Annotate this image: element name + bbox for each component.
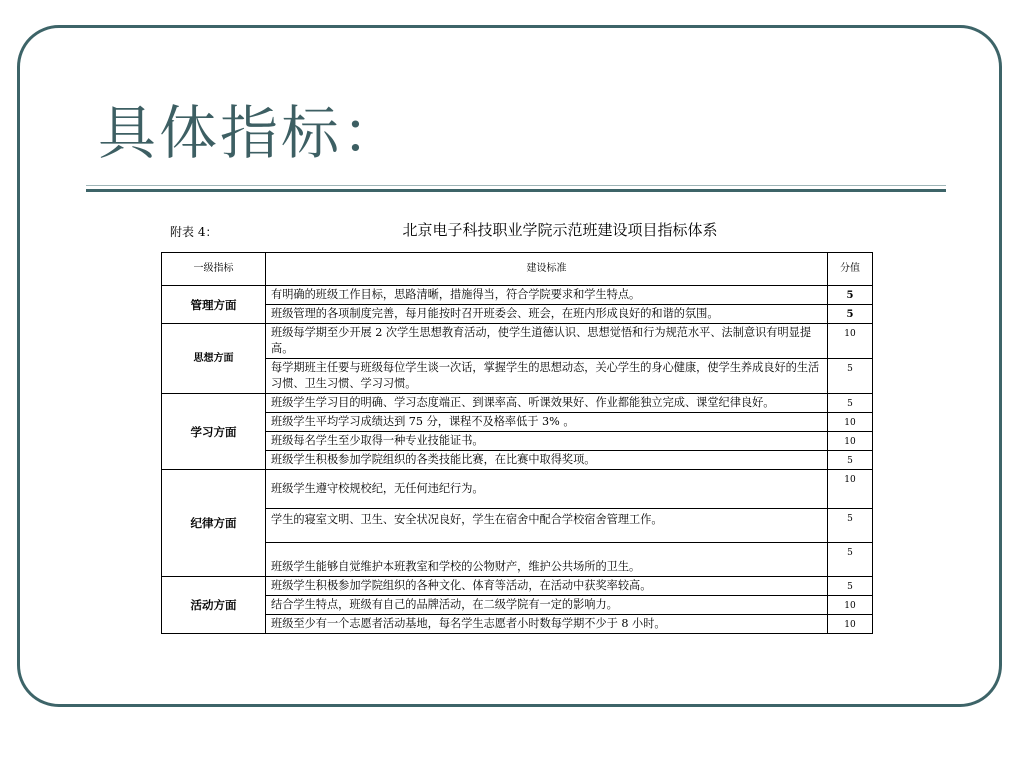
table-row (162, 596, 873, 615)
table-row (162, 509, 873, 543)
criterion-cell: 结合学生特点，班级有自己的品牌活动，在二级学院有一定的影响力。 (266, 596, 828, 615)
score-cell: 10 (828, 432, 873, 451)
table-row (162, 577, 873, 596)
category-cell-discipline: 纪律方面 (162, 470, 266, 577)
table-row (162, 286, 873, 305)
criterion-cell: 班级学生积极参加学院组织的各类技能比赛，在比赛中取得奖项。 (266, 451, 828, 470)
category-cell-study: 学习方面 (162, 394, 266, 470)
score-cell: 5 (828, 451, 873, 470)
criterion-cell: 班级学生平均学习成绩达到 75 分，课程不及格率低于 3% 。 (266, 413, 828, 432)
table-row (162, 359, 873, 394)
column-header-criteria: 建设标准 (266, 253, 828, 286)
score-cell: 10 (828, 413, 873, 432)
score-cell: 5 (828, 286, 873, 305)
score-cell: 5 (828, 394, 873, 413)
criterion-cell: 班级学生遵守校规校纪，无任何违纪行为。 (266, 470, 828, 509)
table-header-row (162, 253, 873, 286)
table-row (162, 324, 873, 359)
criterion-cell: 学生的寝室文明、卫生、安全状况良好，学生在宿舍中配合学校宿舍管理工作。 (266, 509, 828, 543)
category-cell-activities: 活动方面 (162, 577, 266, 634)
criterion-cell: 班级每学期至少开展 2 次学生思想教育活动，使学生道德认识、思想觉悟和行为规范水平、法制意识有明显提高。 (266, 324, 828, 359)
document-title: 北京电子科技职业学院示范班建设项目指标体系 (402, 221, 718, 239)
annex-label: 附表 4： (170, 225, 218, 239)
indicator-table (161, 252, 873, 634)
table-row (162, 470, 873, 509)
category-cell-management: 管理方面 (162, 286, 266, 324)
title-underline-thin (86, 185, 946, 186)
criterion-cell: 班级至少有一个志愿者活动基地，每名学生志愿者小时数每学期不少于 8 小时。 (266, 615, 828, 634)
table-row (162, 543, 873, 577)
table-row (162, 413, 873, 432)
score-cell: 5 (828, 543, 873, 577)
score-cell: 5 (828, 305, 873, 324)
score-cell: 10 (828, 324, 873, 359)
table-row (162, 451, 873, 470)
score-cell: 5 (828, 577, 873, 596)
category-cell-ideology: 思想方面 (162, 324, 266, 394)
score-cell: 10 (828, 470, 873, 509)
slide-title: 具体指标： (98, 99, 404, 167)
score-cell: 10 (828, 615, 873, 634)
criterion-cell: 班级学生能够自觉维护本班教室和学校的公物财产，维护公共场所的卫生。 (266, 543, 828, 577)
criterion-cell: 班级学生学习目的明确、学习态度端正、到课率高、听课效果好、作业都能独立完成、课堂纪律良好。 (266, 394, 828, 413)
table-row (162, 305, 873, 324)
criterion-cell: 有明确的班级工作目标，思路清晰，措施得当，符合学院要求和学生特点。 (266, 286, 828, 305)
title-underline (86, 189, 946, 192)
score-cell: 5 (828, 359, 873, 394)
score-cell: 5 (828, 509, 873, 543)
table-row (162, 432, 873, 451)
column-header-category: 一级指标 (162, 253, 266, 286)
column-header-score: 分值 (828, 253, 873, 286)
criterion-cell: 班级学生积极参加学院组织的各种文化、体育等活动，在活动中获奖率较高。 (266, 577, 828, 596)
criterion-cell: 班级每名学生至少取得一种专业技能证书。 (266, 432, 828, 451)
table-row (162, 394, 873, 413)
criterion-cell: 班级管理的各项制度完善，每月能按时召开班委会、班会，在班内形成良好的和谐的氛围。 (266, 305, 828, 324)
table-row (162, 615, 873, 634)
criterion-cell: 每学期班主任要与班级每位学生谈一次话，掌握学生的思想动态，关心学生的身心健康，使学生养成良好的生活习惯、卫生习惯、学习习惯。 (266, 359, 828, 394)
score-cell: 10 (828, 596, 873, 615)
